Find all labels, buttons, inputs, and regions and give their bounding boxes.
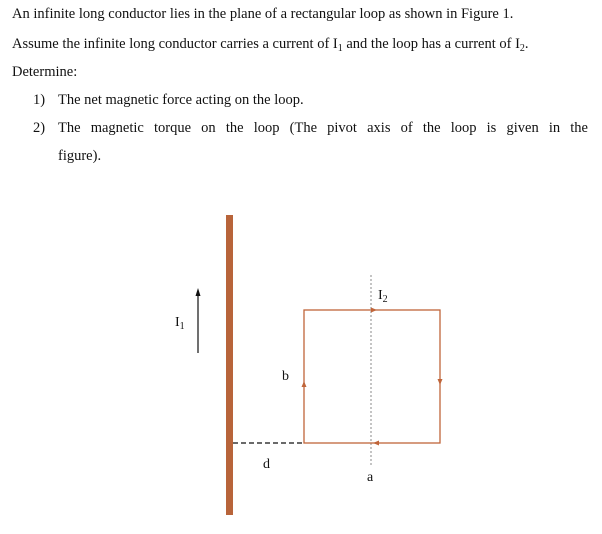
arrow-top-icon [371, 308, 377, 313]
rectangular-loop [304, 310, 440, 443]
arrow-left-icon [302, 381, 307, 387]
label-a: a [367, 470, 374, 485]
infinite-conductor [226, 215, 233, 515]
question-2-cont: figure). [58, 148, 102, 164]
text-line-1: An infinite long conductor lies in the plane of a rectangular loop as shown in Figure 1. [12, 6, 514, 22]
question-2: The magnetic torque on the loop (The pivot axis of the loop is given in the [58, 120, 588, 136]
label-i1: $I_1$ [175, 315, 185, 332]
label-b: b [282, 369, 289, 384]
question-2-num: 2) [33, 120, 46, 136]
arrow-bottom-icon [373, 441, 379, 446]
label-d: d [263, 457, 270, 472]
current-i1-arrow [196, 288, 201, 353]
text-line-2: Assume the infinite long conductor carries a current of $I_1$ and the loop has a current of $I_2$. [12, 36, 529, 54]
label-i2: $I_2$ [378, 288, 388, 305]
arrow-right-icon [438, 379, 443, 385]
question-1: 1) The net magnetic force acting on the loop. [33, 92, 304, 108]
text-determine: Determine: [12, 64, 78, 80]
